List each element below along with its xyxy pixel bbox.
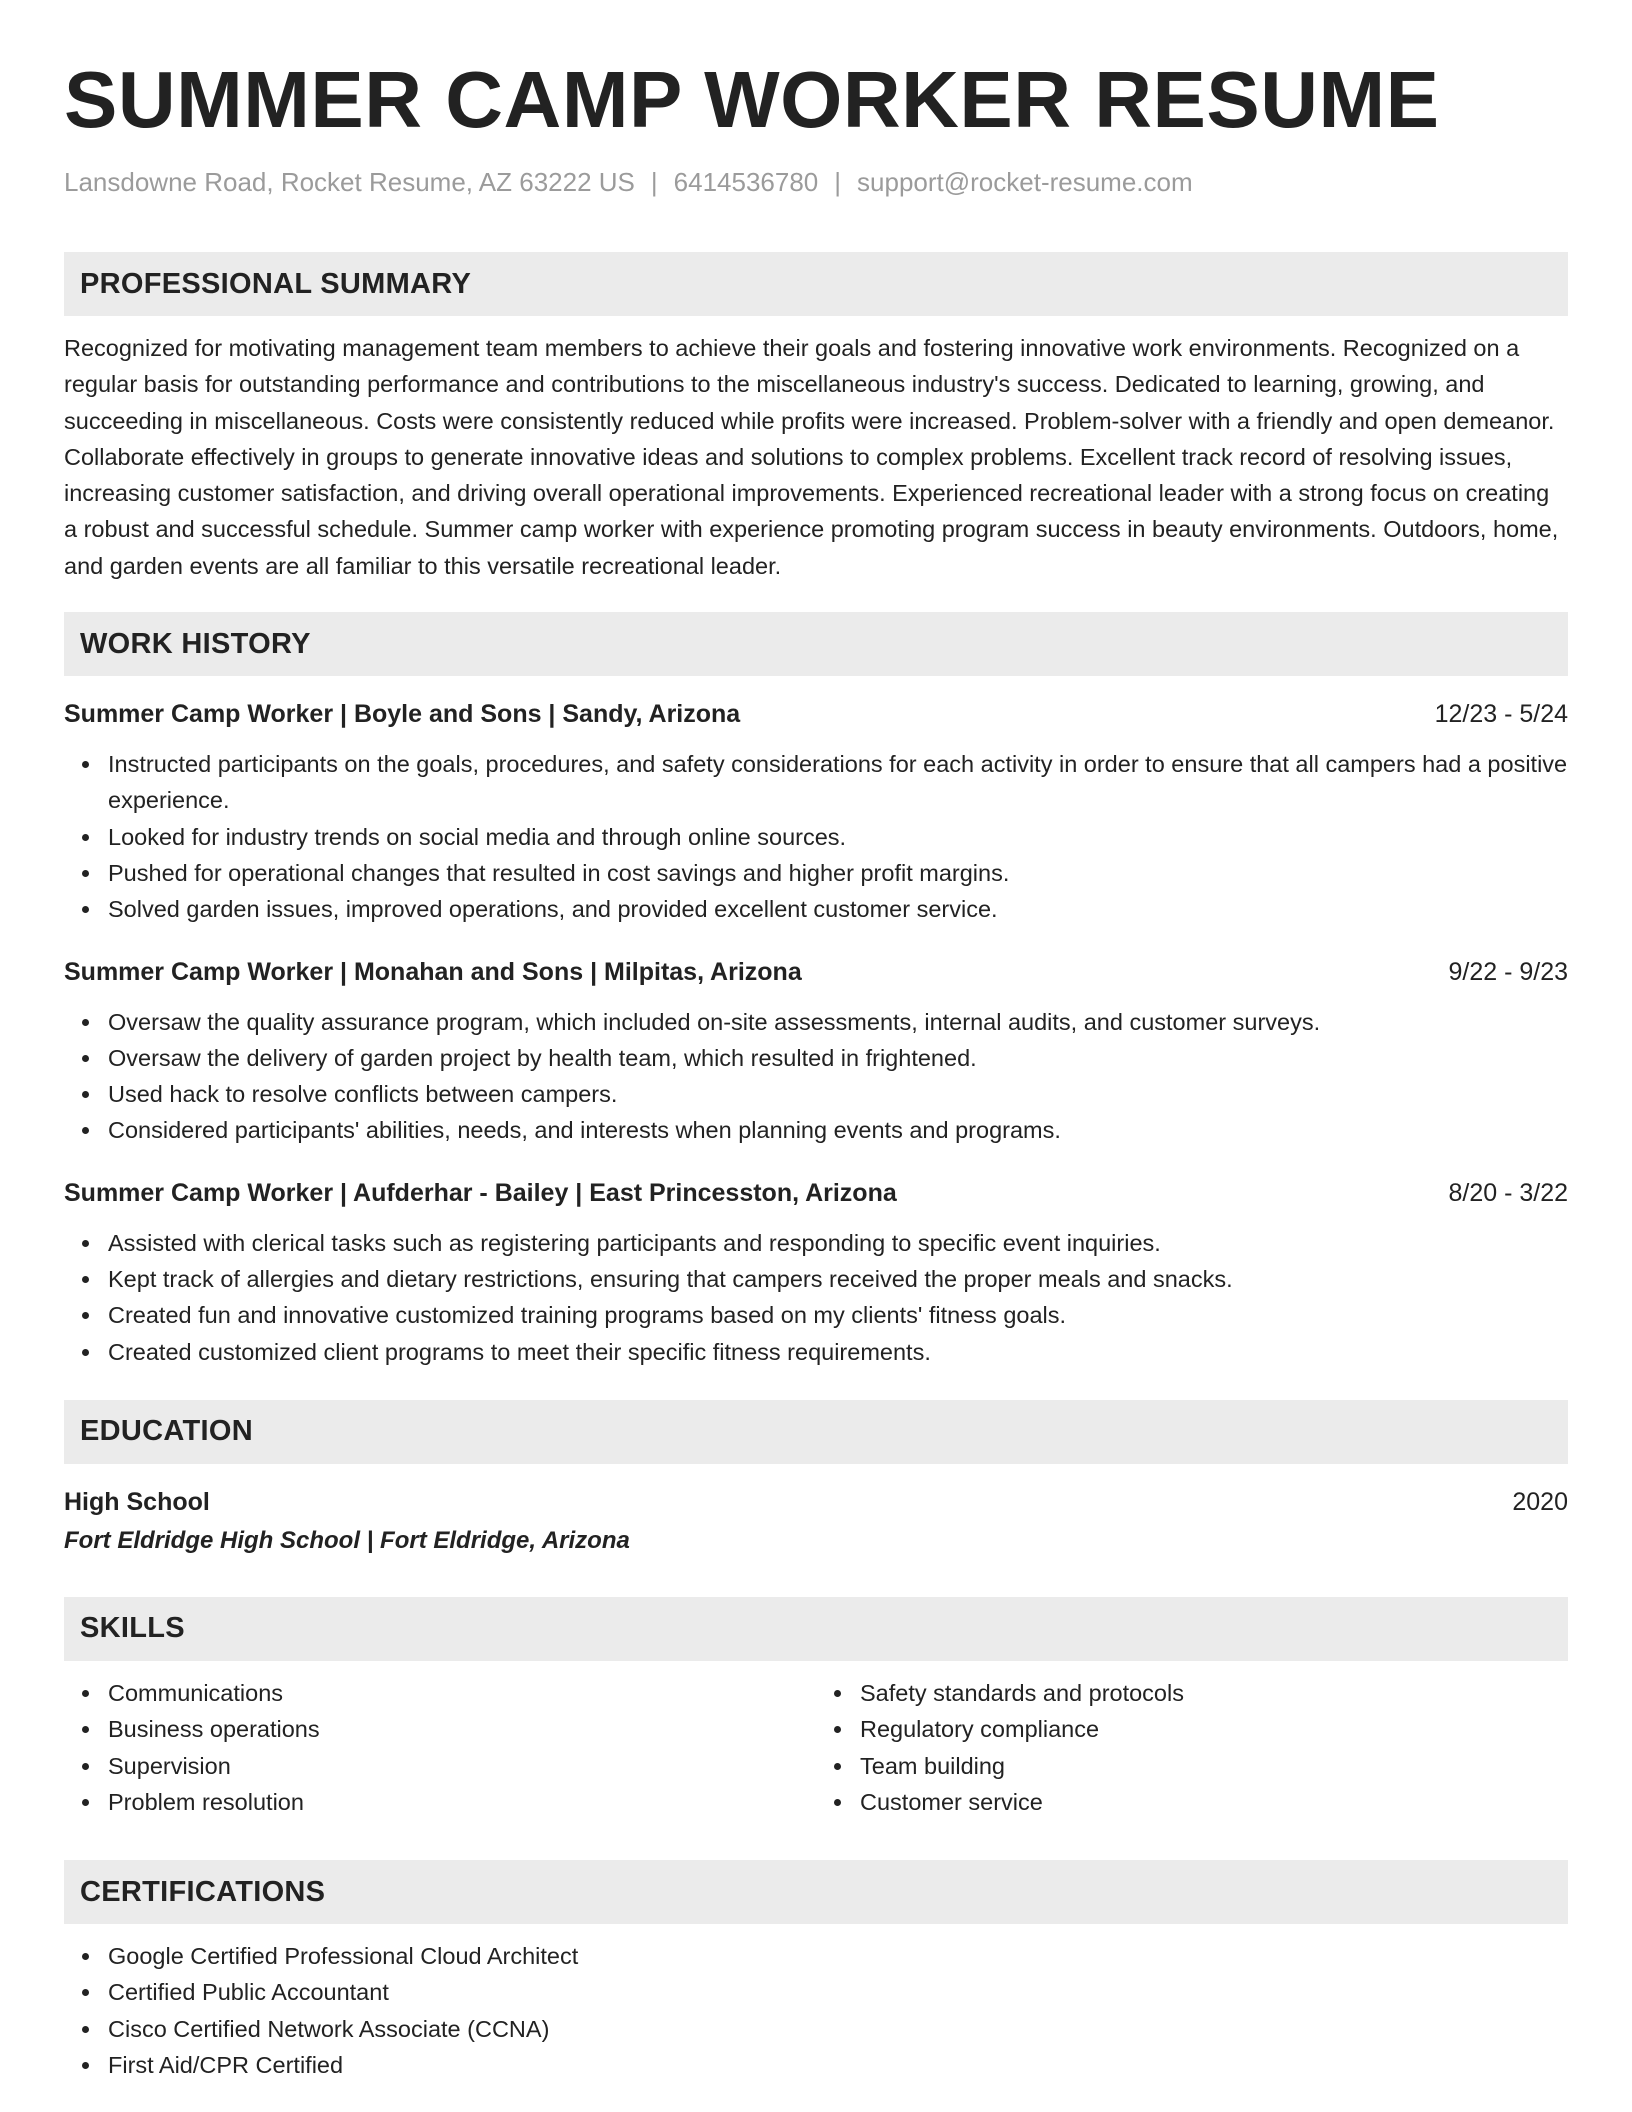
list-item: Used hack to resolve conflicts between campers. — [108, 1076, 1568, 1112]
list-item: Certified Public Accountant — [108, 1974, 1568, 2010]
education-school: Fort Eldridge High School | Fort Eldridge, Arizona — [64, 1526, 630, 1554]
skills-list — [816, 1675, 1568, 1820]
contact-phone: 6414536780 — [673, 167, 819, 197]
job-entry — [64, 696, 1568, 927]
summary-text: Recognized for motivating management team members to achieve their goals and fostering innovative work environments. Recognized on a regular basis for outstanding performance and contributions to the miscellaneous industry's success. Dedicated to learning, growing, and succeeding in miscellaneous. Costs were consistently reduced while profits were increased. Problem-solver with a friendly and open demeanor. Collaborate effectively in groups to generate innovative ideas and solutions to complex problems. Excellent track record of resolving issues, increasing customer satisfaction, and driving overall operational improvements. Experienced recreational leader with a strong focus on creating a robust and successful schedule. Summer camp worker with experience promoting program success in beauty environments. Outdoors, home, and garden events are all familiar to this versatile recreational leader. — [64, 335, 1559, 579]
job-dates: 12/23 - 5/24 — [1434, 700, 1568, 729]
job-bullets — [64, 1004, 1568, 1149]
skills-grid — [64, 1675, 1568, 1820]
job-header — [64, 954, 1568, 990]
job-header — [64, 696, 1568, 732]
contact-email[interactable]: support@rocket-resume.com — [857, 167, 1193, 197]
list-item: Customer service — [860, 1784, 1568, 1820]
job-title: Summer Camp Worker | Monahan and Sons | Milpitas, Arizona — [64, 957, 802, 986]
job-title: Summer Camp Worker | Boyle and Sons | Sandy, Arizona — [64, 700, 741, 729]
contact-address: Lansdowne Road, Rocket Resume, AZ 63222 US — [64, 167, 635, 197]
skills-list — [64, 1675, 816, 1820]
contact-separator: | — [650, 167, 658, 197]
job-dates: 8/20 - 3/22 — [1448, 1178, 1568, 1207]
list-item: Oversaw the delivery of garden project by health team, which resulted in frightened. — [108, 1040, 1568, 1076]
list-item: Created fun and innovative customized training programs based on my clients' fitness goals. — [108, 1297, 1568, 1333]
skills-column-left — [64, 1675, 816, 1820]
education-entry — [64, 1484, 1568, 1520]
list-item: Looked for industry trends on social media and through online sources. — [108, 819, 1568, 855]
job-bullets — [64, 1225, 1568, 1370]
list-item: Cisco Certified Network Associate (CCNA) — [108, 2011, 1568, 2047]
list-item: First Aid/CPR Certified — [108, 2047, 1568, 2083]
skills-column-right — [816, 1675, 1568, 1820]
list-item: Team building — [860, 1748, 1568, 1784]
education-year: 2020 — [1512, 1487, 1568, 1516]
list-item: Oversaw the quality assurance program, which included on-site assessments, internal audits, and customer surveys. — [108, 1004, 1568, 1040]
job-entry — [64, 1175, 1568, 1370]
list-item: Created customized client programs to meet their specific fitness requirements. — [108, 1334, 1568, 1370]
section-header-certifications: CERTIFICATIONS — [64, 1860, 1568, 1924]
list-item: Considered participants' abilities, needs, and interests when planning events and programs. — [108, 1112, 1568, 1148]
section-header-education: EDUCATION — [64, 1400, 1568, 1464]
list-item: Communications — [108, 1675, 816, 1711]
job-entry — [64, 954, 1568, 1149]
list-item: Assisted with clerical tasks such as registering participants and responding to specific event inquiries. — [108, 1225, 1568, 1261]
job-header — [64, 1175, 1568, 1211]
list-item: Instructed participants on the goals, procedures, and safety considerations for each activity in order to ensure that all campers had a positive experience. — [108, 746, 1568, 819]
job-title: Summer Camp Worker | Aufderhar - Bailey | East Princesston, Arizona — [64, 1178, 897, 1207]
list-item: Kept track of allergies and dietary restrictions, ensuring that campers received the proper meals and snacks. — [108, 1261, 1568, 1297]
list-item: Business operations — [108, 1711, 816, 1747]
list-item: Supervision — [108, 1748, 816, 1784]
education-degree: High School — [64, 1487, 210, 1516]
list-item: Problem resolution — [108, 1784, 816, 1820]
list-item: Solved garden issues, improved operations, and provided excellent customer service. — [108, 891, 1568, 927]
job-dates: 9/22 - 9/23 — [1448, 957, 1568, 986]
section-header-summary: PROFESSIONAL SUMMARY — [64, 252, 1568, 316]
contact-line — [64, 164, 1568, 200]
resume-title: SUMMER CAMP WORKER RESUME — [64, 55, 1440, 144]
list-item: Pushed for operational changes that resulted in cost savings and higher profit margins. — [108, 855, 1568, 891]
section-header-work-history: WORK HISTORY — [64, 612, 1568, 676]
contact-separator: | — [834, 167, 842, 197]
list-item: Safety standards and protocols — [860, 1675, 1568, 1711]
job-bullets — [64, 746, 1568, 927]
list-item: Google Certified Professional Cloud Architect — [108, 1938, 1568, 1974]
list-item: Regulatory compliance — [860, 1711, 1568, 1747]
certifications-list — [64, 1938, 1568, 2083]
section-header-skills: SKILLS — [64, 1597, 1568, 1661]
